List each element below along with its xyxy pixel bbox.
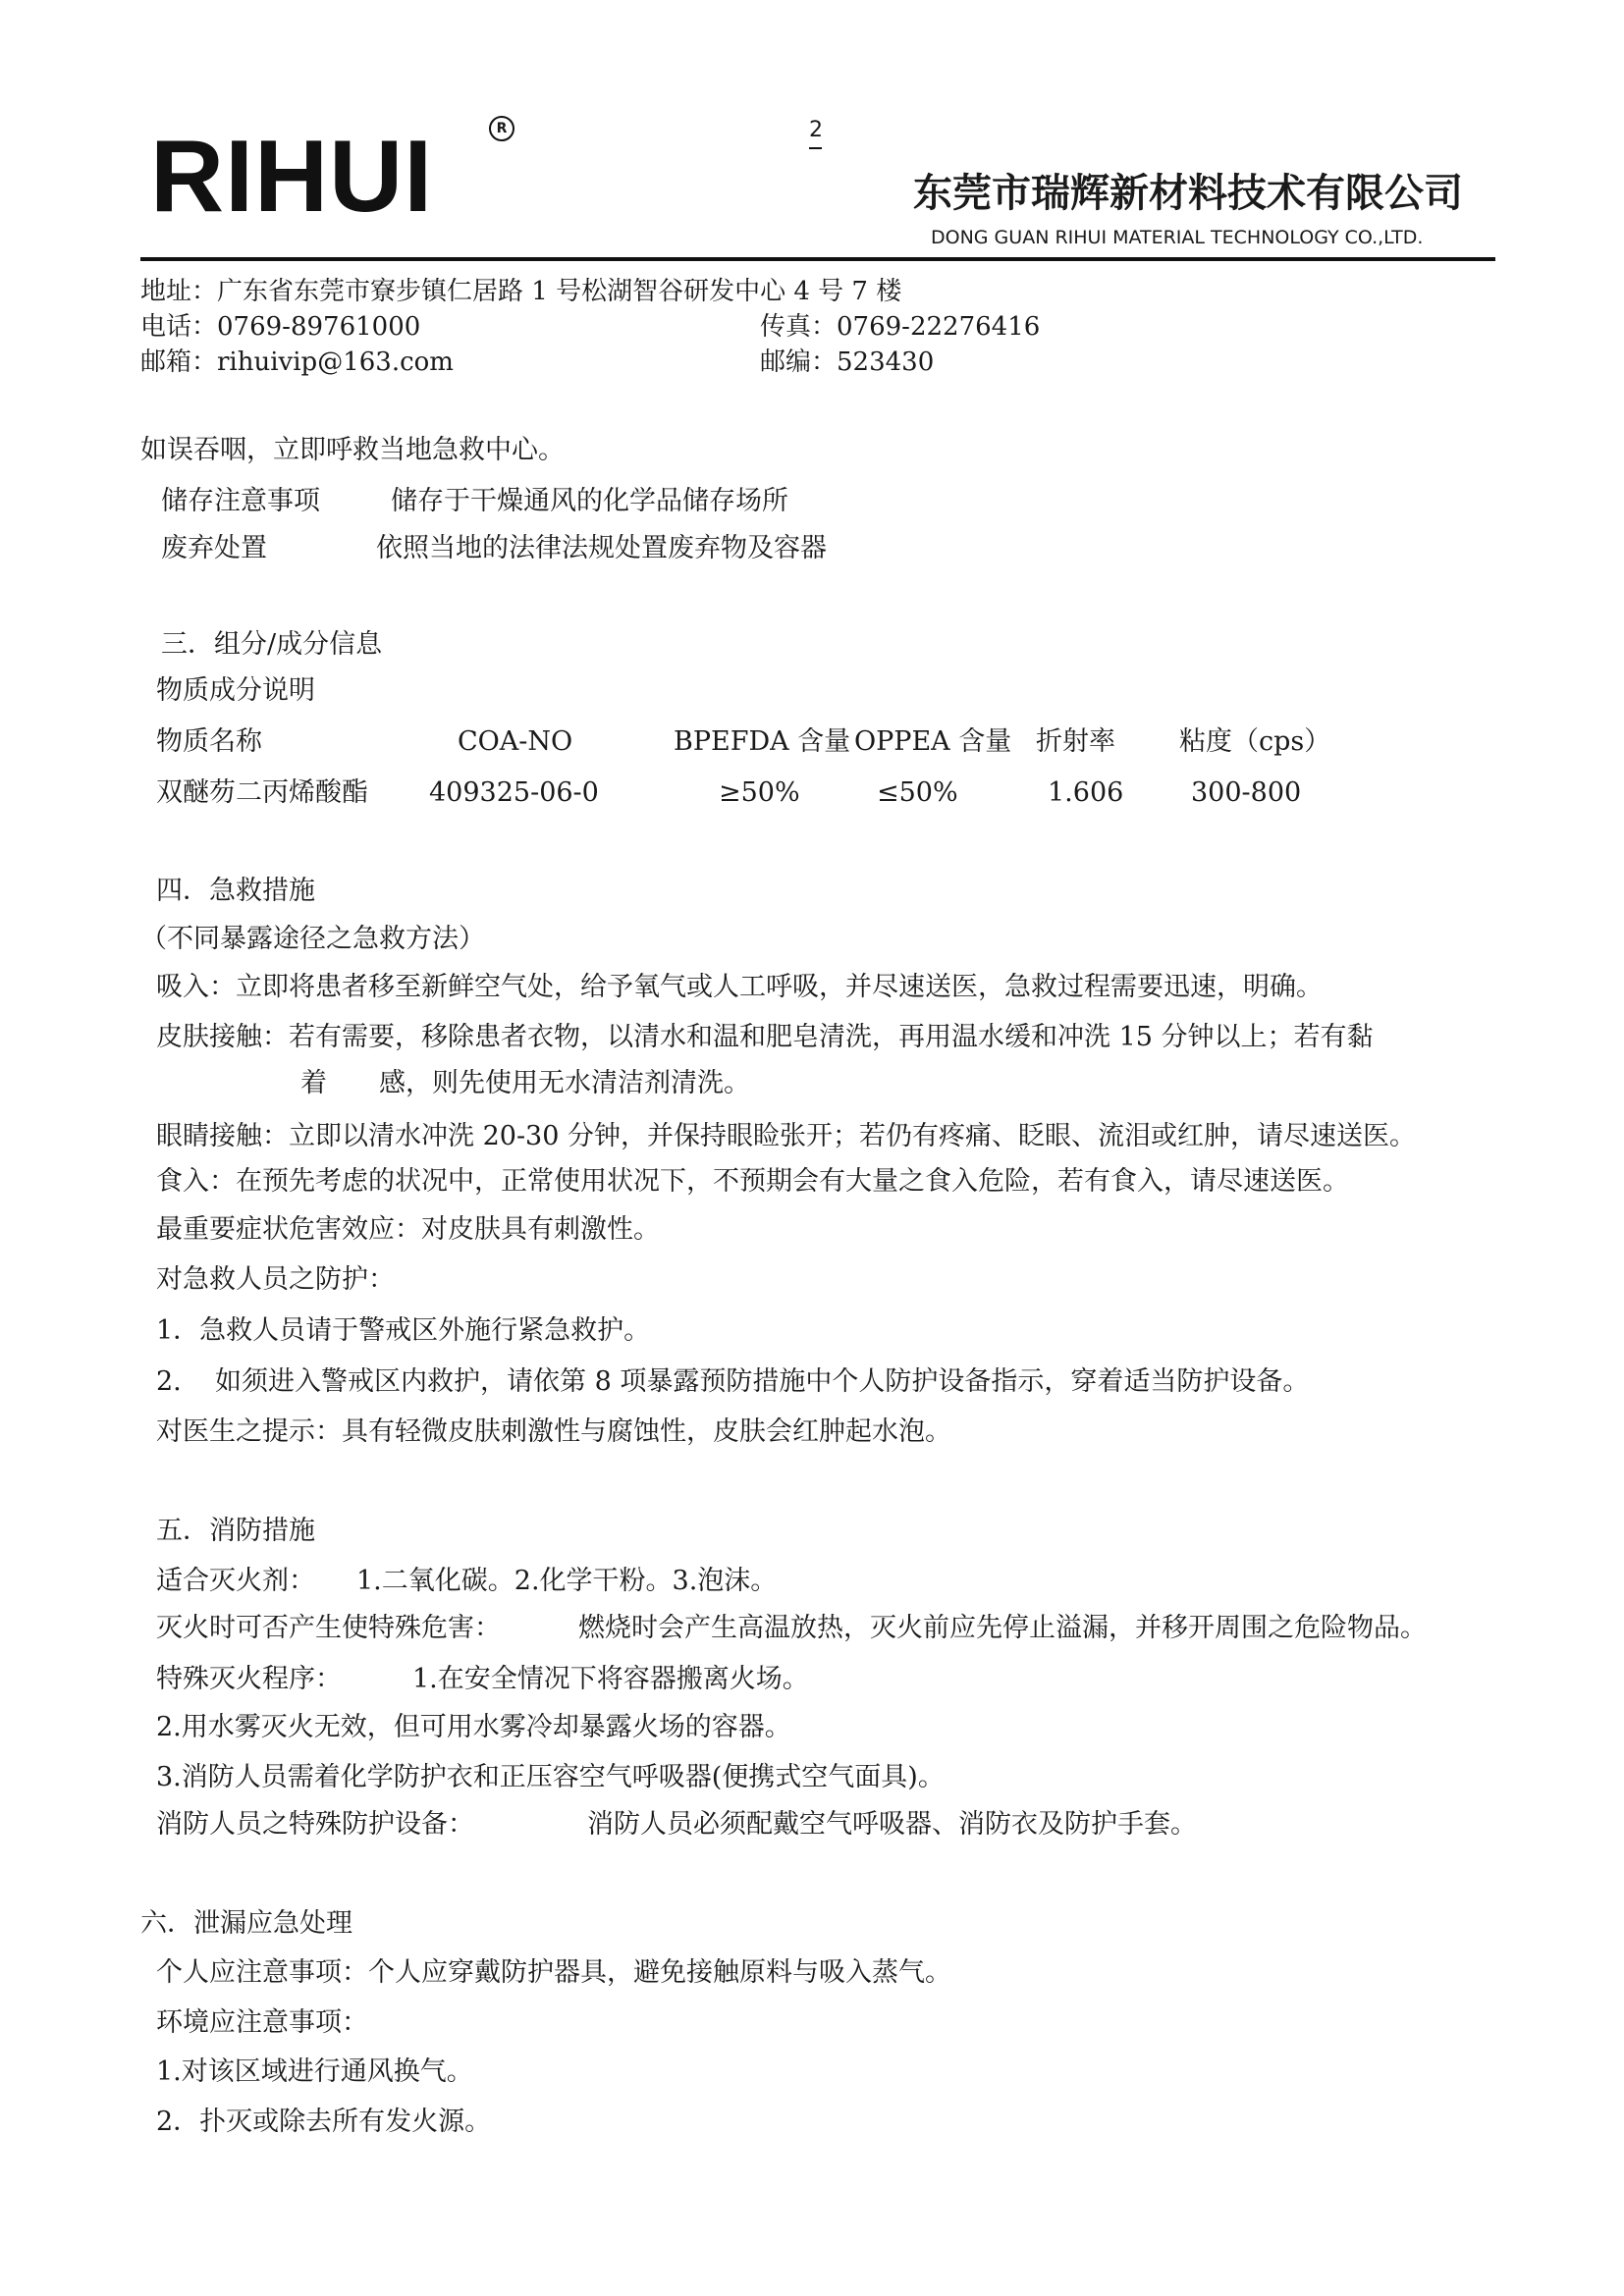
page-number-underline [809, 147, 822, 149]
table-header-bpefda: BPEFDA 含量 [674, 726, 851, 757]
first-aid-eye: 眼睛接触：立即以清水冲洗 20-30 分钟，并保持眼睑张开；若仍有疼痛、眨眼、流泪或红肿，请尽速送医。 [156, 1121, 1416, 1151]
table-cell-bpefda: ≥50% [719, 777, 800, 808]
table-cell-name: 双醚芴二丙烯酸酯 [156, 777, 368, 808]
first-aid-skin-cont-b: 感，则先使用无水清洁剂清洗。 [379, 1068, 750, 1098]
contact-postcode: 邮编：523430 [760, 347, 935, 377]
header-divider [140, 257, 1495, 261]
table-header-viscosity: 粘度（cps） [1179, 726, 1331, 757]
registered-mark-icon: R [489, 116, 514, 141]
fire-equipment-label: 消防人员之特殊防护设备： [156, 1809, 474, 1840]
fire-hazard-label: 灭火时可否产生使特殊危害： [156, 1613, 501, 1643]
storage-label: 储存注意事项 [161, 486, 320, 516]
company-name-en: DONG GUAN RIHUI MATERIAL TECHNOLOGY CO.,LTD. [931, 227, 1424, 248]
page-number: 2 [809, 118, 823, 142]
fire-procedure-value: 1.在安全情况下将容器搬离火场。 [412, 1664, 809, 1694]
disposal-label: 废弃处置 [161, 533, 267, 563]
section4-intro: （不同暴露途径之急救方法） [140, 924, 485, 954]
company-logo: RIHUI [150, 120, 434, 234]
first-aid-skin: 皮肤接触：若有需要，移除患者衣物，以清水和温和肥皂清洗，再用温水缓和冲洗 15 分钟以上；若有黏 [156, 1022, 1374, 1052]
disposal-value: 依照当地的法律法规处置废弃物及容器 [376, 533, 827, 563]
fire-procedure-2: 2.用水雾灭火无效，但可用水雾冷却暴露火场的容器。 [156, 1712, 791, 1742]
spill-env-2: 2．扑灭或除去所有发火源。 [156, 2107, 492, 2137]
section3-subtitle: 物质成分说明 [156, 675, 315, 706]
table-cell-viscosity: 300-800 [1191, 777, 1302, 808]
section6-title: 六．泄漏应急处理 [140, 1908, 352, 1939]
contact-email: 邮箱：rihuivip@163.com [140, 347, 454, 377]
rescuer-title: 对急救人员之防护： [156, 1264, 395, 1295]
first-aid-skin-cont-a: 着 [300, 1068, 327, 1098]
doctor-note: 对医生之提示：具有轻微皮肤刺激性与腐蚀性，皮肤会红肿起水泡。 [156, 1416, 951, 1447]
fire-procedure-3: 3.消防人员需着化学防护衣和正压容空气呼吸器(便携式空气面具)。 [156, 1762, 945, 1792]
table-header-oppea: OPPEA 含量 [854, 726, 1012, 757]
rescuer-item-2-number: 2. [156, 1366, 182, 1397]
section4-title: 四．急救措施 [156, 876, 315, 906]
table-cell-oppea: ≤50% [877, 777, 958, 808]
table-cell-coa: 409325-06-0 [429, 777, 599, 808]
contact-phone: 电话：0769-89761000 [140, 312, 421, 342]
company-name-cn: 东莞市瑞辉新材料技术有限公司 [913, 171, 1463, 216]
storage-value: 储存于干燥通风的化学品储存场所 [391, 486, 788, 516]
first-aid-ingest: 食入：在预先考虑的状况中，正常使用状况下，不预期会有大量之食入危险，若有食入，请尽速送医。 [156, 1166, 1349, 1197]
section5-title: 五．消防措施 [156, 1516, 315, 1546]
extinguish-media-value: 1.二氧化碳。2.化学干粉。3.泡沫。 [356, 1566, 778, 1596]
table-header-name: 物质名称 [156, 726, 262, 757]
contact-fax: 传真：0769-22276416 [760, 312, 1041, 342]
rescuer-item-2: 如须进入警戒区内救护，请依第 8 项暴露预防措施中个人防护设备指示，穿着适当防护设备。 [215, 1366, 1310, 1397]
spill-env-title: 环境应注意事项： [156, 2007, 368, 2038]
first-aid-symptom: 最重要症状危害效应：对皮肤具有刺激性。 [156, 1214, 660, 1245]
extinguish-media-label: 适合灭火剂： [156, 1566, 315, 1596]
section3-title: 三．组分/成分信息 [161, 629, 383, 660]
fire-hazard-value: 燃烧时会产生高温放热，灭火前应先停止溢漏，并移开周围之危险物品。 [578, 1613, 1427, 1643]
first-aid-inhale: 吸入：立即将患者移至新鲜空气处，给予氧气或人工呼吸，并尽速送医，急救过程需要迅速，明确。 [156, 972, 1323, 1002]
swallow-instruction: 如误吞咽，立即呼救当地急救中心。 [140, 435, 565, 465]
spill-env-1: 1.对该区域进行通风换气。 [156, 2056, 473, 2087]
fire-equipment-value: 消防人员必须配戴空气呼吸器、消防衣及防护手套。 [587, 1809, 1197, 1840]
table-header-refractive: 折射率 [1036, 726, 1115, 757]
table-header-coa: COA-NO [458, 726, 573, 757]
rescuer-item-1: 1．急救人员请于警戒区外施行紧急救护。 [156, 1315, 651, 1346]
fire-procedure-label: 特殊灭火程序： [156, 1664, 342, 1694]
contact-address: 地址：广东省东莞市寮步镇仁居路 1 号松湖智谷研发中心 4 号 7 楼 [140, 277, 902, 306]
table-cell-refractive: 1.606 [1048, 777, 1124, 808]
spill-personal: 个人应注意事项：个人应穿戴防护器具，避免接触原料与吸入蒸气。 [156, 1957, 951, 1988]
